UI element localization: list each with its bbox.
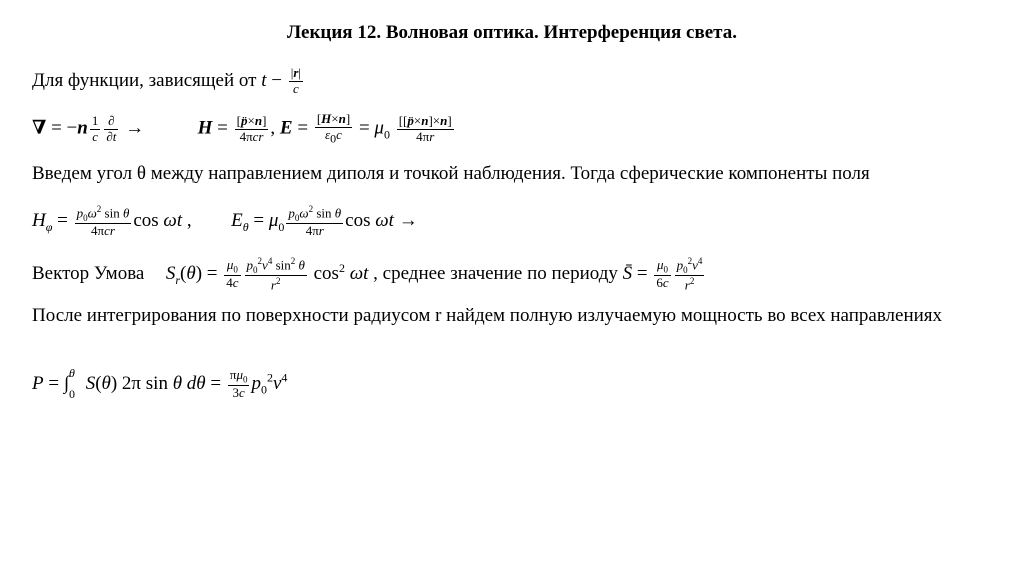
formula-nabla: ∇ = −n $\frac{1}{c}$ $\frac{\partial}{\partial t}$ → H = $\frac{[p̈\times n]}{\text{4πcr}}$ , E = $\frac{[H\times n]}{\varepsilon_0c}$ = $\mu_0$ $\frac{[[p̈\times n]\times n]}{4\pi r}$ bbox=[32, 111, 452, 146]
page-title: Лекция 12. Волновая оптика. Интерференция света. bbox=[286, 22, 738, 43]
field-components-formula: $H_\varphi$ = $\frac{p_0\omega^2 \sin \theta}{\text{4πcr}}$ cos ωt , $E_\theta = \mu_0$ $\frac{p_0\omega^2 \sin \theta}{4\pi r}$ cos ωt → bbox=[32, 204, 418, 239]
umov-label: Вектор Умова bbox=[32, 263, 145, 285]
average-label: , среднее значение по периоду bbox=[373, 263, 623, 285]
line-function-dependence: Для функции, зависящей от t − $\frac{|r|}{c}$ bbox=[32, 65, 301, 96]
integration-text: После интегрирования по поверхности радиусом r найдем полную излучаемую мощность во всех направлениях bbox=[32, 305, 943, 326]
spherical-components-text: Введем угол θ между направлением диполя и точкой наблюдения. Тогда сферические компоненты поля bbox=[32, 163, 870, 184]
intro-text: Для функции, зависящей от bbox=[32, 69, 262, 91]
umov-vector-line: Вектор Умова $S_r(\theta)$ = $\frac{\mu_0}{4c}$ $\frac{p_0^2\nu^4 \sin^2 \theta}{r^2}$ $\cos^2 \omega t$ , среднее значение по периоду S̄ = $\frac{\mu_0}{6c}$ $\frac{p_0^2\nu^4}{r^2}$ bbox=[32, 256, 703, 293]
power-formula: $P = \int_0^\theta$ S(θ) 2π sin θ dθ = $\frac{\pi\mu_0}{3c}$ $p_0^2\nu^4$ bbox=[32, 366, 288, 401]
retarded-fraction: $\frac{|r|}{c}$ bbox=[290, 65, 301, 96]
